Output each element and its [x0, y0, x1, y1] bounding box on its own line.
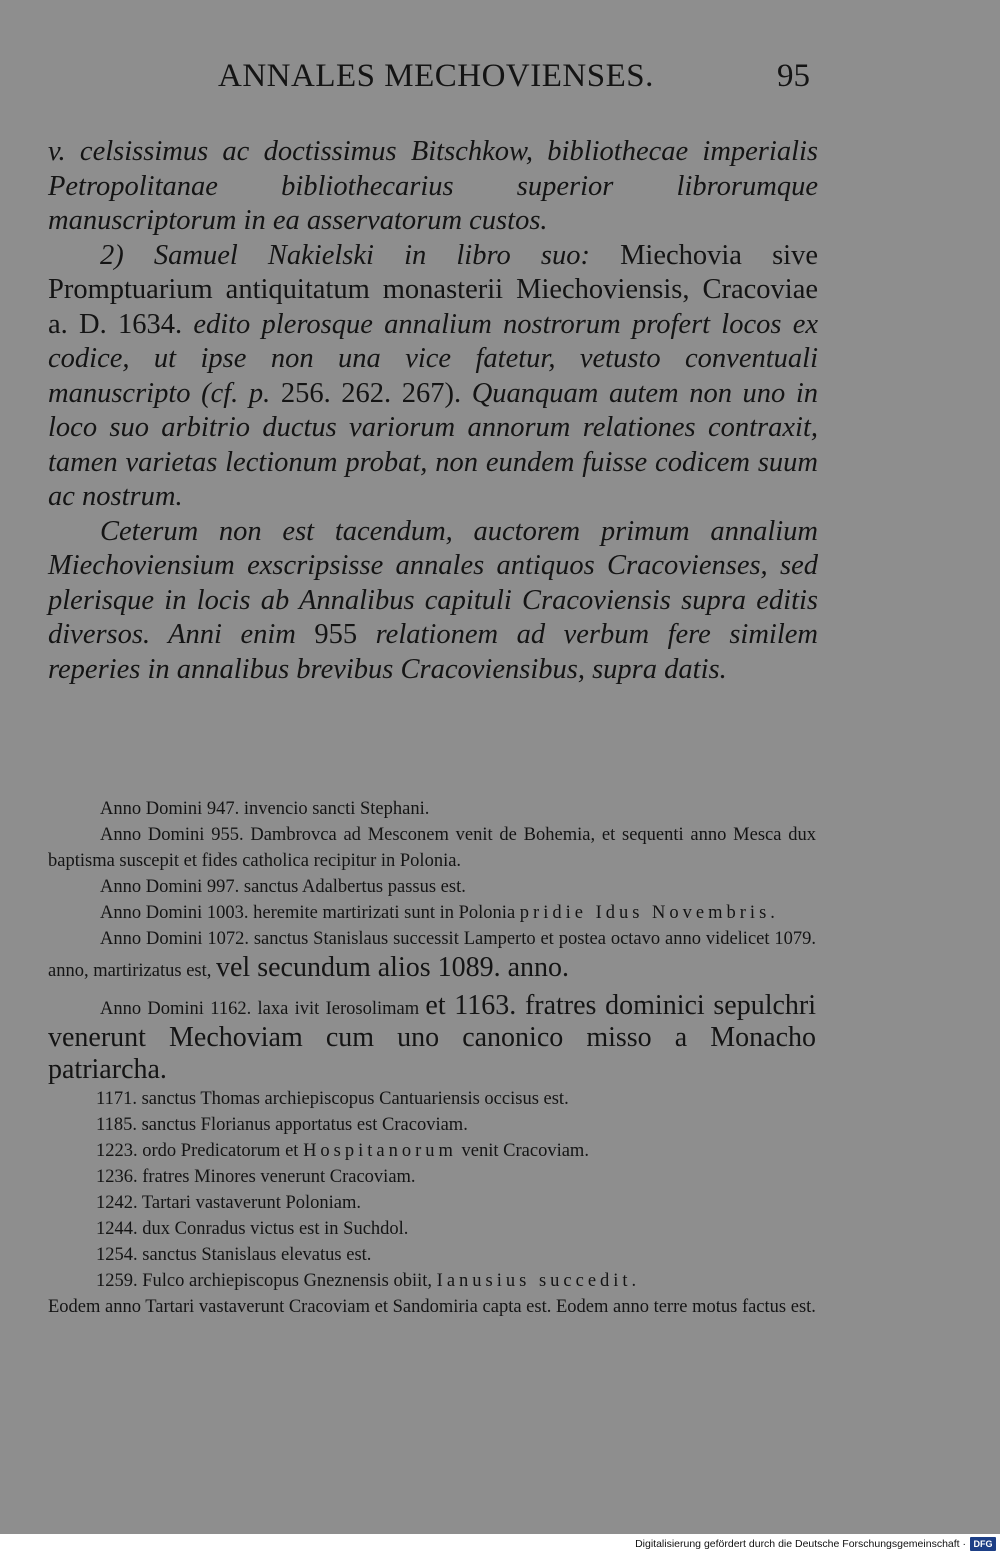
- footnote-text-continued: Quanquam autem non uno in loco suo arbitrio ductus variorum annorum relationes contraxit, tamen varietas lectionum probat, non eundem fuisse codicem suum ac nostrum.: [48, 377, 819, 512]
- annal-entry-insertion: et 1163. fratres dominici sepulchri venerunt Mechoviam cum uno canonico misso a Monacho patriarcha.: [48, 990, 816, 1085]
- annal-entry: [48, 926, 816, 984]
- year-reference: 955: [314, 619, 358, 650]
- annal-entry: Anno Domini 955. Dambrovca ad Mesconem venit de Bohemia, et sequenti anno Mesca dux baptisma suscepit et fides catholica recipitur in Polonia.: [48, 825, 816, 871]
- paragraph-ceterum: [48, 515, 818, 688]
- year-entry: 1254. sanctus Stanislaus elevatus est.: [96, 1245, 372, 1265]
- digitization-footer: [0, 1534, 1000, 1555]
- footnote-text: edito plerosque annalium nostrorum profert locos ex codice, ut ipse non una vice fatetur, vetusto conventuali manuscripto (cf. p.: [48, 308, 818, 409]
- year-entry-text: venit Cracoviam.: [461, 1141, 589, 1161]
- annals-excerpt: [48, 796, 816, 1320]
- page-number: 95: [777, 58, 810, 94]
- year-entry-text: 1259. Fulco archiepiscopus Gneznensis obiit,: [96, 1271, 433, 1291]
- footnote-lead: 2) Samuel Nakielski in libro suo:: [100, 239, 590, 271]
- paragraph-text-continued: relationem ad verbum fere similem reperies in annalibus brevibus Cracoviensibus, supra datis.: [48, 619, 818, 685]
- year-entry-1259: [48, 1268, 816, 1294]
- spaced-date: pridie Idus Novembris.: [519, 903, 779, 923]
- page-header: [50, 58, 816, 98]
- year-entry: 1185. sanctus Florianus apportatus est Cracoviam.: [96, 1115, 468, 1135]
- annal-entry-text: Anno Domini 1072. sanctus Stanislaus successit Lamperto et postea octavo anno videlicet 1079. anno, martirizatus est,: [48, 929, 816, 981]
- year-entries: [48, 1086, 816, 1268]
- page-references: 256. 262. 267).: [280, 377, 462, 409]
- annal-entry: [48, 900, 816, 926]
- year-entry-continuation: Eodem anno Tartari vastaverunt Cracoviam et Sandomiria capta est. Eodem anno terre motus factus est.: [48, 1297, 816, 1317]
- paragraph-text: v. celsissimus ac doctissimus Bitschkow, bibliothecae imperialis Petropolitanae bibliothecarius superior librorumque manuscriptorum in ea asservatorum custos.: [48, 136, 818, 236]
- book-title: Miechovia sive Promptuarium antiquitatum monasterii Miechoviensis, Cracoviae a. D. 1634.: [48, 239, 818, 340]
- annal-entry-text: Anno Domini 1162. laxa ivit Ierosolimam: [100, 999, 420, 1019]
- annal-entry-text: Anno Domini 1003. heremite martirizati sunt in Polonia: [100, 903, 516, 923]
- spaced-word: Hospitanorum: [303, 1141, 457, 1161]
- paragraph-bitschkow: [48, 135, 818, 239]
- commentary-text: [48, 135, 818, 687]
- annal-entry: Anno Domini 997. sanctus Adalbertus passus est.: [100, 877, 466, 897]
- year-entry: 1244. dux Conradus victus est in Suchdol.: [96, 1219, 409, 1239]
- year-entry: 1242. Tartari vastaverunt Poloniam.: [96, 1193, 362, 1213]
- annal-entry-insertion: vel secundum alios 1089. anno.: [216, 952, 570, 983]
- funding-credit: Digitalisierung gefördert durch die Deutsche Forschungsgemeinschaft ·: [635, 1538, 966, 1550]
- footnote-nakielski: [48, 239, 818, 515]
- year-entry: 1236. fratres Minores venerunt Cracoviam.: [96, 1167, 416, 1187]
- year-entry-text: 1223. ordo Predicatorum et: [96, 1141, 299, 1161]
- paragraph-text: Ceterum non est tacendum, auctorem primum annalium Miechoviensium exscripsisse annales antiquos Cracovienses, sed plerisque in locis ab Annalibus capituli Cracoviensis supra editis diversos. Anni enim: [48, 515, 818, 650]
- annal-entry: [48, 990, 816, 1086]
- year-entry: [96, 1138, 816, 1164]
- year-entry: 1171. sanctus Thomas archiepiscopus Cantuariensis occisus est.: [96, 1089, 569, 1109]
- spaced-name: Ianusius succedit.: [436, 1271, 641, 1291]
- running-title: ANNALES MECHOVIENSES.: [218, 58, 654, 94]
- dfg-logo: DFG: [970, 1537, 996, 1551]
- annal-entry: Anno Domini 947. invencio sancti Stephani.: [100, 799, 430, 819]
